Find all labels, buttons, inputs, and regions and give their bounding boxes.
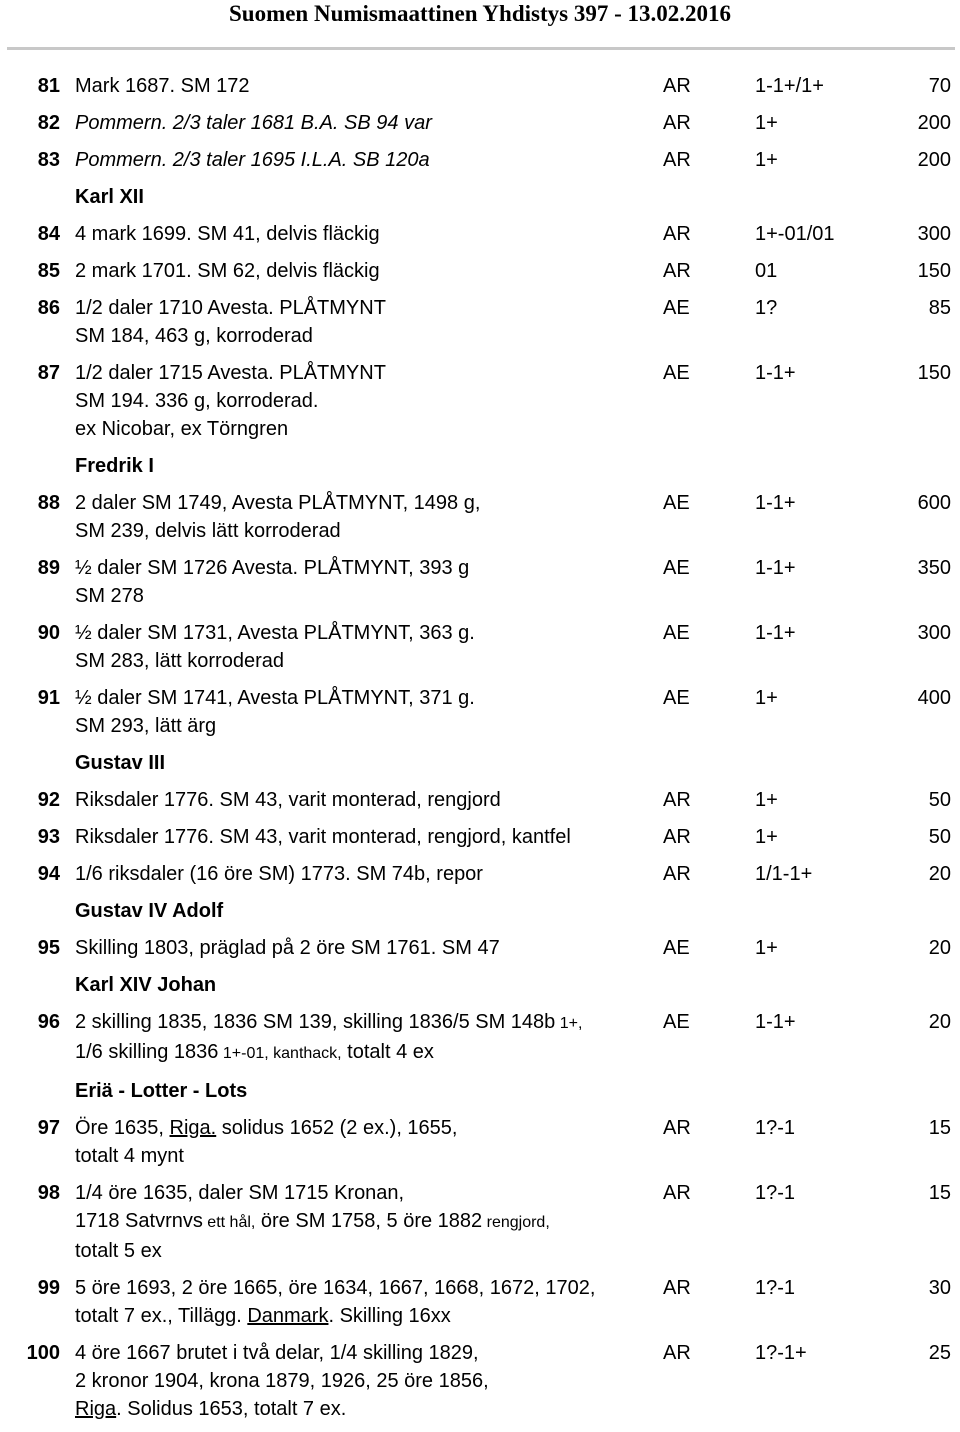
lot-metal: AE [663, 362, 690, 384]
lot-metal: AR [663, 223, 691, 245]
section-title: Karl XII [75, 186, 144, 208]
desc-text: 2 skilling 1835, 1836 SM 139, skilling 1836/5 SM 148b [75, 1011, 556, 1033]
header-title: Suomen Numismaattinen Yhdistys 397 - 13.02.2016 [228, 1, 731, 26]
desc-line [75, 1395, 655, 1423]
lot-description [75, 1339, 655, 1423]
desc-line: 1/2 daler 1710 Avesta. PLÅTMYNT [75, 297, 386, 319]
lot-price: 300 [917, 622, 951, 644]
lot-metal: AR [663, 260, 691, 282]
lot-price: 30 [928, 1277, 951, 1299]
desc-line: ex Nicobar, ex Törngren [75, 418, 289, 440]
desc-text: 1/6 skilling 1836 [75, 1041, 219, 1063]
desc-line: ½ daler SM 1726 Avesta. PLÅTMYNT, 393 g [75, 557, 470, 579]
desc-text: . Solidus 1653, totalt 7 ex. [116, 1398, 347, 1420]
lot-description [75, 786, 655, 814]
lot-metal: AE [663, 687, 690, 709]
lot-metal: AE [663, 297, 690, 319]
section-title: Karl XIV Johan [75, 974, 217, 996]
desc-text: . Skilling 16xx [328, 1305, 451, 1327]
lot-row [0, 146, 960, 174]
desc-small: rengjord, [482, 1214, 550, 1231]
section-heading [0, 749, 960, 777]
desc-line: ½ daler SM 1731, Avesta PLÅTMYNT, 363 g. [75, 622, 475, 644]
lot-description [75, 1274, 655, 1330]
desc-italic: Pommern. [75, 149, 168, 171]
lot-grade: 01 [755, 260, 778, 282]
lot-price: 20 [928, 1011, 951, 1033]
lot-metal: AR [663, 1342, 691, 1364]
section-heading [0, 897, 960, 925]
lot-grade: 1-1+ [755, 622, 796, 644]
lot-metal: AE [663, 937, 690, 959]
desc-text: Öre 1635, [75, 1117, 164, 1139]
lot-row [0, 1008, 960, 1068]
desc-line: totalt 5 ex [75, 1240, 162, 1262]
lot-description [75, 1179, 655, 1265]
section-heading [0, 452, 960, 480]
desc-italic: Pommern. [75, 112, 168, 134]
lot-grade: 1/1-1+ [755, 863, 813, 885]
lot-grade: 1-1+ [755, 1011, 796, 1033]
lot-number: 98 [37, 1182, 60, 1204]
lot-grade: 1+ [755, 937, 778, 959]
lot-number: 100 [26, 1342, 60, 1364]
lot-row [0, 359, 960, 443]
desc-text: 1718 Satvrnvs [75, 1210, 203, 1232]
lot-number: 83 [37, 149, 60, 171]
lot-metal: AR [663, 1182, 691, 1204]
lot-row [0, 1274, 960, 1330]
lot-description [75, 860, 655, 888]
desc-line: 2 daler SM 1749, Avesta PLÅTMYNT, 1498 g, [75, 492, 481, 514]
section-title: Fredrik I [75, 455, 154, 477]
lot-row [0, 823, 960, 851]
lot-row [0, 860, 960, 888]
lot-grade: 1-1+ [755, 557, 796, 579]
desc-line: SM 184, 463 g, korroderad [75, 325, 313, 347]
lot-grade: 1+ [755, 687, 778, 709]
lot-number: 95 [37, 937, 60, 959]
lot-number: 88 [37, 492, 60, 514]
lot-number: 85 [37, 260, 60, 282]
lot-row [0, 619, 960, 675]
lot-metal: AE [663, 557, 690, 579]
lot-price: 50 [928, 826, 951, 848]
lot-metal: AR [663, 75, 691, 97]
lot-number: 84 [37, 223, 60, 245]
desc-small: 1+-01, kanthack, [218, 1045, 342, 1062]
lot-grade: 1? [755, 297, 778, 319]
lot-description [75, 684, 655, 740]
lot-list [0, 72, 960, 1432]
header-divider [7, 47, 955, 50]
lot-row [0, 554, 960, 610]
desc-line: SM 293, lätt ärg [75, 715, 217, 737]
lot-price: 25 [928, 1342, 951, 1364]
desc-text: Riksdaler 1776. SM 43, varit monterad, rengjord [75, 789, 501, 811]
lot-price: 20 [928, 937, 951, 959]
lot-grade: 1?-1+ [755, 1342, 807, 1364]
desc-text: 2/3 taler 1695 I.L.A. SB 120a [167, 149, 430, 171]
lot-number: 99 [37, 1277, 60, 1299]
lot-price: 300 [917, 223, 951, 245]
lot-price: 85 [928, 297, 951, 319]
lot-row [0, 684, 960, 740]
lot-metal: AR [663, 1117, 691, 1139]
lot-metal: AR [663, 789, 691, 811]
desc-text: Riksdaler 1776. SM 43, varit monterad, rengjord, kantfel [75, 826, 571, 848]
lot-description [75, 294, 655, 350]
lot-row [0, 489, 960, 545]
desc-underlined: Riga [75, 1398, 117, 1420]
lot-number: 91 [37, 687, 60, 709]
lot-grade: 1-1+ [755, 492, 796, 514]
lot-grade: 1-1+ [755, 362, 796, 384]
lot-row [0, 786, 960, 814]
lot-price: 15 [928, 1117, 951, 1139]
lot-price: 150 [917, 362, 951, 384]
lot-row [0, 294, 960, 350]
lot-row [0, 1114, 960, 1170]
lot-grade: 1?-1 [755, 1277, 796, 1299]
desc-line: 5 öre 1693, 2 öre 1665, öre 1634, 1667, 1668, 1672, 1702, [75, 1277, 596, 1299]
lot-description [75, 934, 655, 962]
desc-line [75, 1114, 655, 1142]
desc-text: Skilling 1803, präglad på 2 öre SM 1761. SM 47 [75, 937, 500, 959]
lot-description [75, 220, 655, 248]
desc-line: ½ daler SM 1741, Avesta PLÅTMYNT, 371 g. [75, 687, 475, 709]
lot-price: 150 [917, 260, 951, 282]
desc-underlined: Riga. [169, 1117, 217, 1139]
desc-text: solidus 1652 (2 ex.), 1655, [216, 1117, 458, 1139]
lot-price: 200 [917, 149, 951, 171]
desc-line: SM 283, lätt korroderad [75, 650, 284, 672]
desc-text: totalt 7 ex., Tillägg. [75, 1305, 242, 1327]
lot-price: 15 [928, 1182, 951, 1204]
lot-number: 96 [37, 1011, 60, 1033]
desc-text: 1/6 riksdaler (16 öre SM) 1773. SM 74b, repor [75, 863, 483, 885]
desc-line: SM 278 [75, 585, 144, 607]
lot-number: 94 [37, 863, 60, 885]
lot-price: 70 [928, 75, 951, 97]
lot-row [0, 257, 960, 285]
lot-row [0, 72, 960, 100]
section-heading [0, 971, 960, 999]
lot-grade: 1+ [755, 789, 778, 811]
lot-price: 200 [917, 112, 951, 134]
desc-text: Mark 1687. SM 172 [75, 75, 250, 97]
desc-line [75, 1207, 655, 1237]
desc-line [75, 1038, 655, 1068]
page-header [0, 0, 960, 31]
lot-description [75, 359, 655, 443]
lot-metal: AR [663, 863, 691, 885]
lot-metal: AR [663, 1277, 691, 1299]
section-title: Gustav III [75, 752, 166, 774]
lot-description [75, 257, 655, 285]
lot-grade: 1?-1 [755, 1117, 796, 1139]
lot-description [75, 489, 655, 545]
desc-underlined: Danmark [247, 1305, 329, 1327]
lot-metal: AE [663, 1011, 690, 1033]
lot-description [75, 619, 655, 675]
lot-row [0, 220, 960, 248]
desc-line: SM 239, delvis lätt korroderad [75, 520, 341, 542]
lot-metal: AR [663, 826, 691, 848]
lot-grade: 1-1+/1+ [755, 75, 824, 97]
lot-price: 50 [928, 789, 951, 811]
lot-row [0, 1179, 960, 1265]
lot-row [0, 1339, 960, 1423]
section-heading [0, 183, 960, 211]
section-title: Eriä - Lotter - Lots [75, 1080, 248, 1102]
lot-number: 97 [37, 1117, 60, 1139]
lot-grade: 1+ [755, 112, 778, 134]
lot-metal: AE [663, 622, 690, 644]
lot-grade: 1+-01/01 [755, 223, 835, 245]
lot-number: 90 [37, 622, 60, 644]
desc-line [75, 1302, 655, 1330]
lot-description [75, 109, 655, 137]
desc-line: SM 194. 336 g, korroderad. [75, 390, 319, 412]
lot-description [75, 1114, 655, 1170]
desc-line: 2 kronor 1904, krona 1879, 1926, 25 öre 1856, [75, 1370, 489, 1392]
desc-text: 4 mark 1699. SM 41, delvis fläckig [75, 223, 380, 245]
desc-line: 4 öre 1667 brutet i två delar, 1/4 skilling 1829, [75, 1342, 479, 1364]
lot-description [75, 823, 665, 851]
desc-line: 1/2 daler 1715 Avesta. PLÅTMYNT [75, 362, 386, 384]
lot-description [75, 1008, 655, 1068]
lot-metal: AR [663, 112, 691, 134]
desc-small: 1+, [555, 1015, 583, 1032]
desc-line: 1/4 öre 1635, daler SM 1715 Kronan, [75, 1182, 405, 1204]
desc-line [75, 1008, 655, 1038]
lot-price: 600 [917, 492, 951, 514]
lot-price: 400 [917, 687, 951, 709]
lot-price: 350 [917, 557, 951, 579]
lot-metal: AR [663, 149, 691, 171]
lot-grade: 1?-1 [755, 1182, 796, 1204]
lot-number: 87 [37, 362, 60, 384]
lot-number: 81 [37, 75, 60, 97]
section-title: Gustav IV Adolf [75, 900, 224, 922]
desc-small: ett hål, [202, 1214, 256, 1231]
lot-number: 86 [37, 297, 60, 319]
lot-description [75, 554, 655, 610]
desc-text: totalt 4 ex [341, 1041, 434, 1063]
lot-description [75, 146, 655, 174]
desc-text: 2/3 taler 1681 B.A. SB 94 var [167, 112, 432, 134]
lot-number: 89 [37, 557, 60, 579]
lot-row [0, 109, 960, 137]
lot-number: 92 [37, 789, 60, 811]
lot-description [75, 72, 655, 100]
desc-line: totalt 4 mynt [75, 1145, 184, 1167]
desc-text: öre SM 1758, 5 öre 1882 [255, 1210, 483, 1232]
lot-number: 82 [37, 112, 60, 134]
lot-number: 93 [37, 826, 60, 848]
desc-text: 2 mark 1701. SM 62, delvis fläckig [75, 260, 380, 282]
section-heading [0, 1077, 960, 1105]
lot-metal: AE [663, 492, 690, 514]
lot-row [0, 934, 960, 962]
lot-price: 20 [928, 863, 951, 885]
lot-grade: 1+ [755, 826, 778, 848]
lot-grade: 1+ [755, 149, 778, 171]
